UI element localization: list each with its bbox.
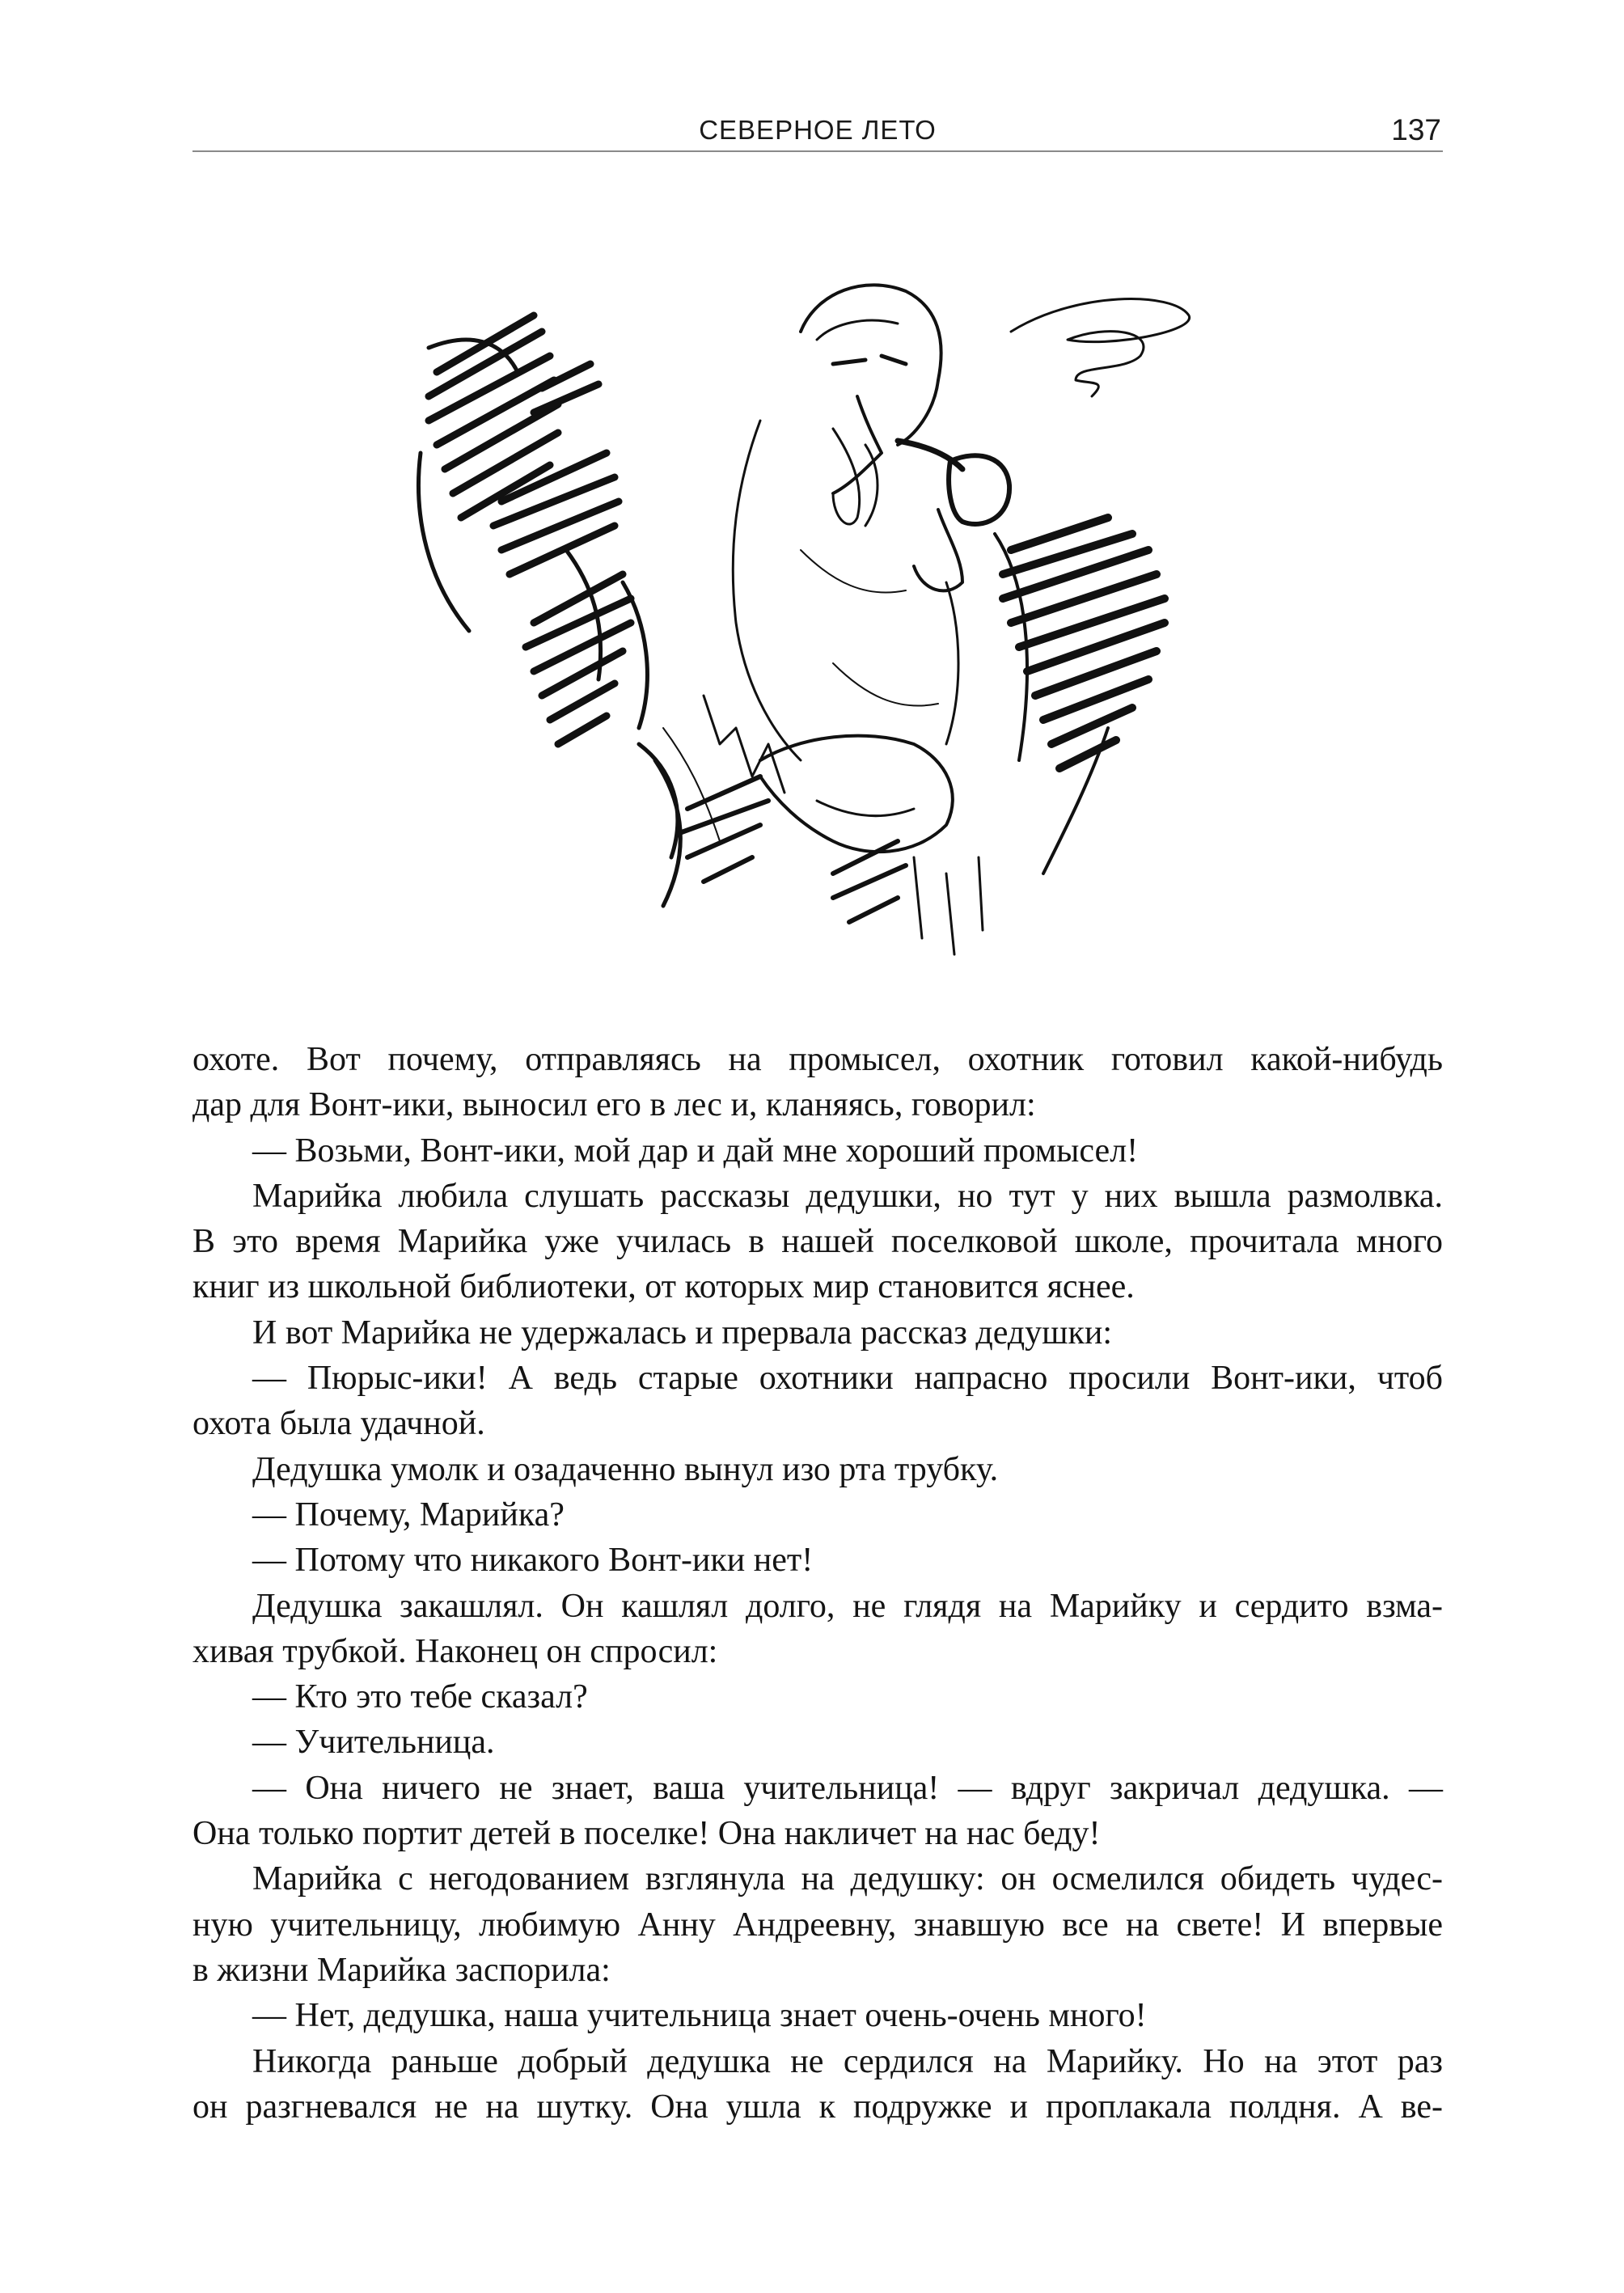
text-line: — Учительница. — [252, 1724, 495, 1762]
text-line: дар для Вонт-ики, выносил его в лес и, кланяясь, говорил: — [192, 1086, 1036, 1124]
text-line: — Потому что никакого Вонт-ики нет! — [252, 1542, 814, 1580]
text-line: — Нет, дедушка, наша учительница знает очень-очень много! — [252, 1997, 1147, 2035]
text-line: Дедушка закашлял. Он кашлял долго, не глядя на Марийку и сердито взма- — [252, 1587, 1443, 1625]
page-number: 137 — [1391, 113, 1441, 146]
running-title: СЕВЕРНОЕ ЛЕТО — [699, 115, 937, 145]
text-line: в жизни Марийка заспорила: — [192, 1951, 611, 1989]
text-line: В это время Марийка уже училась в нашей поселковой школе, прочитала много — [192, 1223, 1443, 1261]
text-line: — Почему, Марийка? — [252, 1496, 565, 1534]
illustration — [380, 243, 1262, 995]
text-line: хивая трубкой. Наконец он спросил: — [192, 1632, 718, 1670]
text-line: книг из школьной библиотеки, от которых мир становится яснее. — [192, 1268, 1135, 1306]
text-line: он разгневался не на шутку. Она ушла к подружке и проплакала полдня. А ве- — [192, 2088, 1443, 2126]
text-line: Марийка любила слушать рассказы дедушки, но тут у них вышла размолвка. — [252, 1177, 1443, 1215]
body-text — [192, 1037, 1443, 2130]
running-head — [192, 112, 1443, 154]
text-line: Дедушка умолк и озадаченно вынул изо рта трубку. — [252, 1450, 999, 1488]
text-line: ную учительницу, любимую Анну Андреевну, знавшую все на свете! И впервые — [192, 1906, 1443, 1944]
text-line: охоте. Вот почему, отправляясь на промысел, охотник готовил какой-нибудь — [192, 1041, 1443, 1078]
header-rule — [192, 150, 1443, 152]
text-line: Она только портит детей в поселке! Она накличет на нас беду! — [192, 1815, 1101, 1853]
text-line: — Пюрыс-ики! А ведь старые охотники напрасно просили Вонт-ики, чтоб — [252, 1360, 1443, 1398]
text-line: охота была удачной. — [192, 1405, 485, 1443]
text-line: И вот Марийка не удержалась и прервала рассказ дедушки: — [252, 1314, 1113, 1352]
text-line: — Кто это тебе сказал? — [252, 1678, 588, 1716]
text-line: Никогда раньше добрый дедушка не сердился на Марийку. Но на этот раз — [252, 2042, 1443, 2080]
ink-sketch-old-man-with-pipe — [380, 243, 1262, 995]
text-line: — Возьми, Вонт-ики, мой дар и дай мне хороший промысел! — [252, 1132, 1139, 1170]
text-line: — Она ничего не знает, ваша учительница! — вдруг закричал дедушка. — — [252, 1769, 1443, 1807]
text-line: Марийка с негодованием взглянула на дедушку: он осмелился обидеть чудес- — [252, 1860, 1443, 1898]
